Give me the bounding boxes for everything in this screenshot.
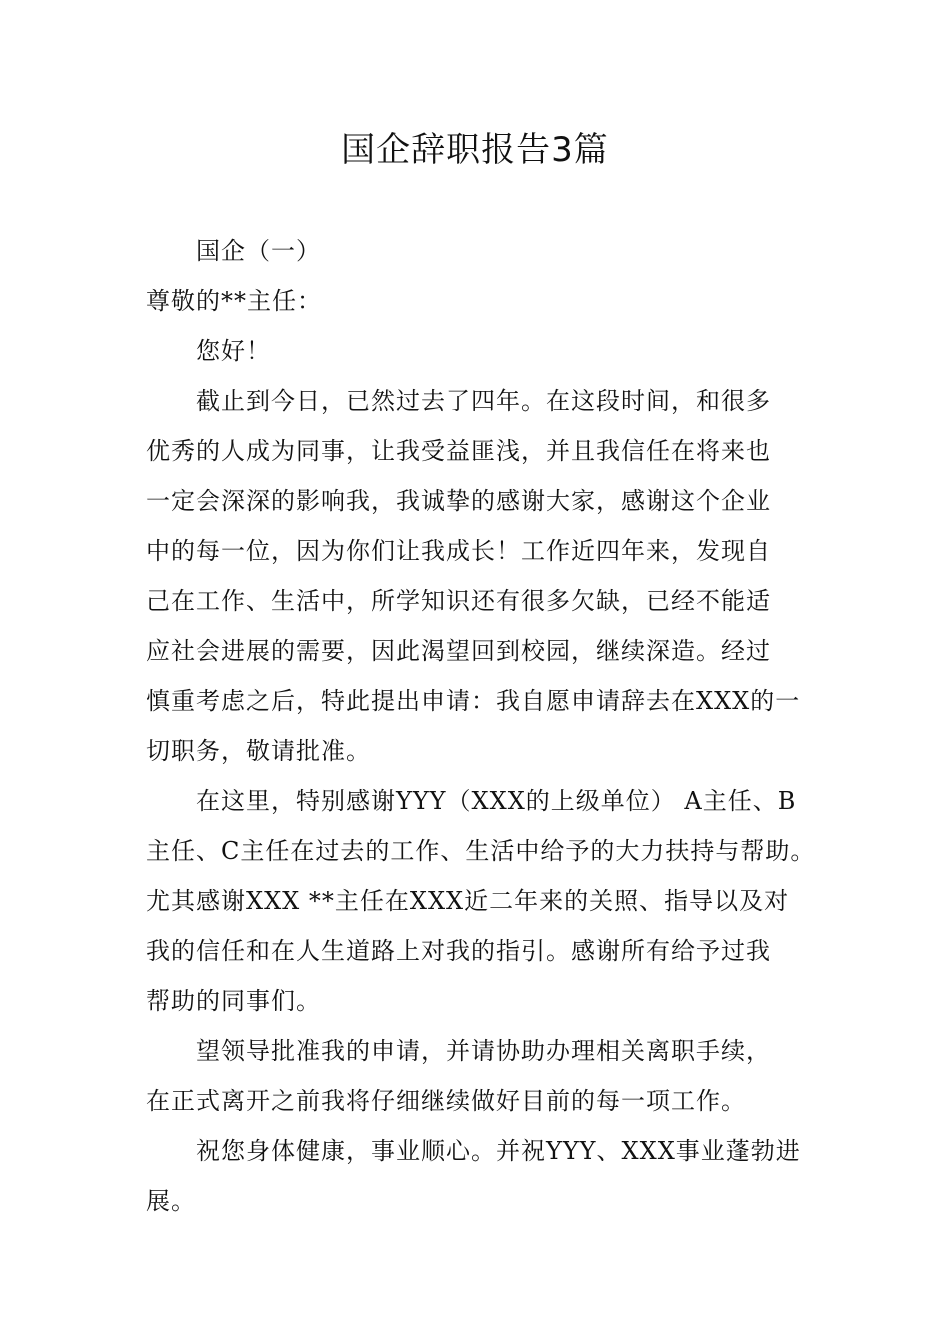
paragraph-line: 截止到今日，已然过去了四年。在这段时间，和很多 bbox=[196, 387, 771, 415]
greeting: 您好！ bbox=[196, 337, 271, 365]
paragraph-line: 尤其感谢XXX **主任在XXX近二年来的关照、指导以及对 bbox=[146, 887, 790, 915]
paragraph-line: 一定会深深的影响我，我诚挚的感谢大家，感谢这个企业 bbox=[146, 487, 771, 515]
paragraph-line: 中的每一位，因为你们让我成长！工作近四年来，发现自 bbox=[146, 537, 771, 565]
paragraph-line: 己在工作、生活中，所学知识还有很多欠缺，已经不能适 bbox=[146, 587, 771, 615]
paragraph-line: 应社会进展的需要，因此渴望回到校园，继续深造。经过 bbox=[146, 637, 771, 665]
section-heading: 国企（一） bbox=[196, 237, 321, 265]
paragraph-line: 在这里，特别感谢YYY（XXX的上级单位） A主任、B bbox=[196, 787, 797, 815]
document-title: 国企辞职报告3篇 bbox=[341, 130, 609, 170]
paragraph-line: 优秀的人成为同事，让我受益匪浅，并且我信任在将来也 bbox=[146, 437, 771, 465]
paragraph-line: 我的信任和在人生道路上对我的指引。感谢所有给予过我 bbox=[146, 937, 771, 965]
paragraph-line: 在正式离开之前我将仔细继续做好目前的每一项工作。 bbox=[146, 1087, 746, 1115]
document-body bbox=[146, 226, 818, 1226]
paragraph-line: 主任、C主任在过去的工作、生活中给予的大力扶持与帮助。 bbox=[146, 837, 816, 865]
paragraph-line: 切职务，敬请批准。 bbox=[146, 737, 371, 765]
paragraph-line: 望领导批准我的申请，并请协助办理相关离职手续， bbox=[196, 1037, 771, 1065]
salutation: 尊敬的**主任： bbox=[146, 287, 322, 315]
paragraph-line: 祝您身体健康，事业顺心。并祝YYY、XXX事业蓬勃进 bbox=[196, 1137, 801, 1165]
paragraph-line: 展。 bbox=[146, 1187, 196, 1215]
paragraph-line: 帮助的同事们。 bbox=[146, 987, 321, 1015]
paragraph-line: 慎重考虑之后，特此提出申请：我自愿申请辞去在XXX的一 bbox=[146, 687, 801, 715]
